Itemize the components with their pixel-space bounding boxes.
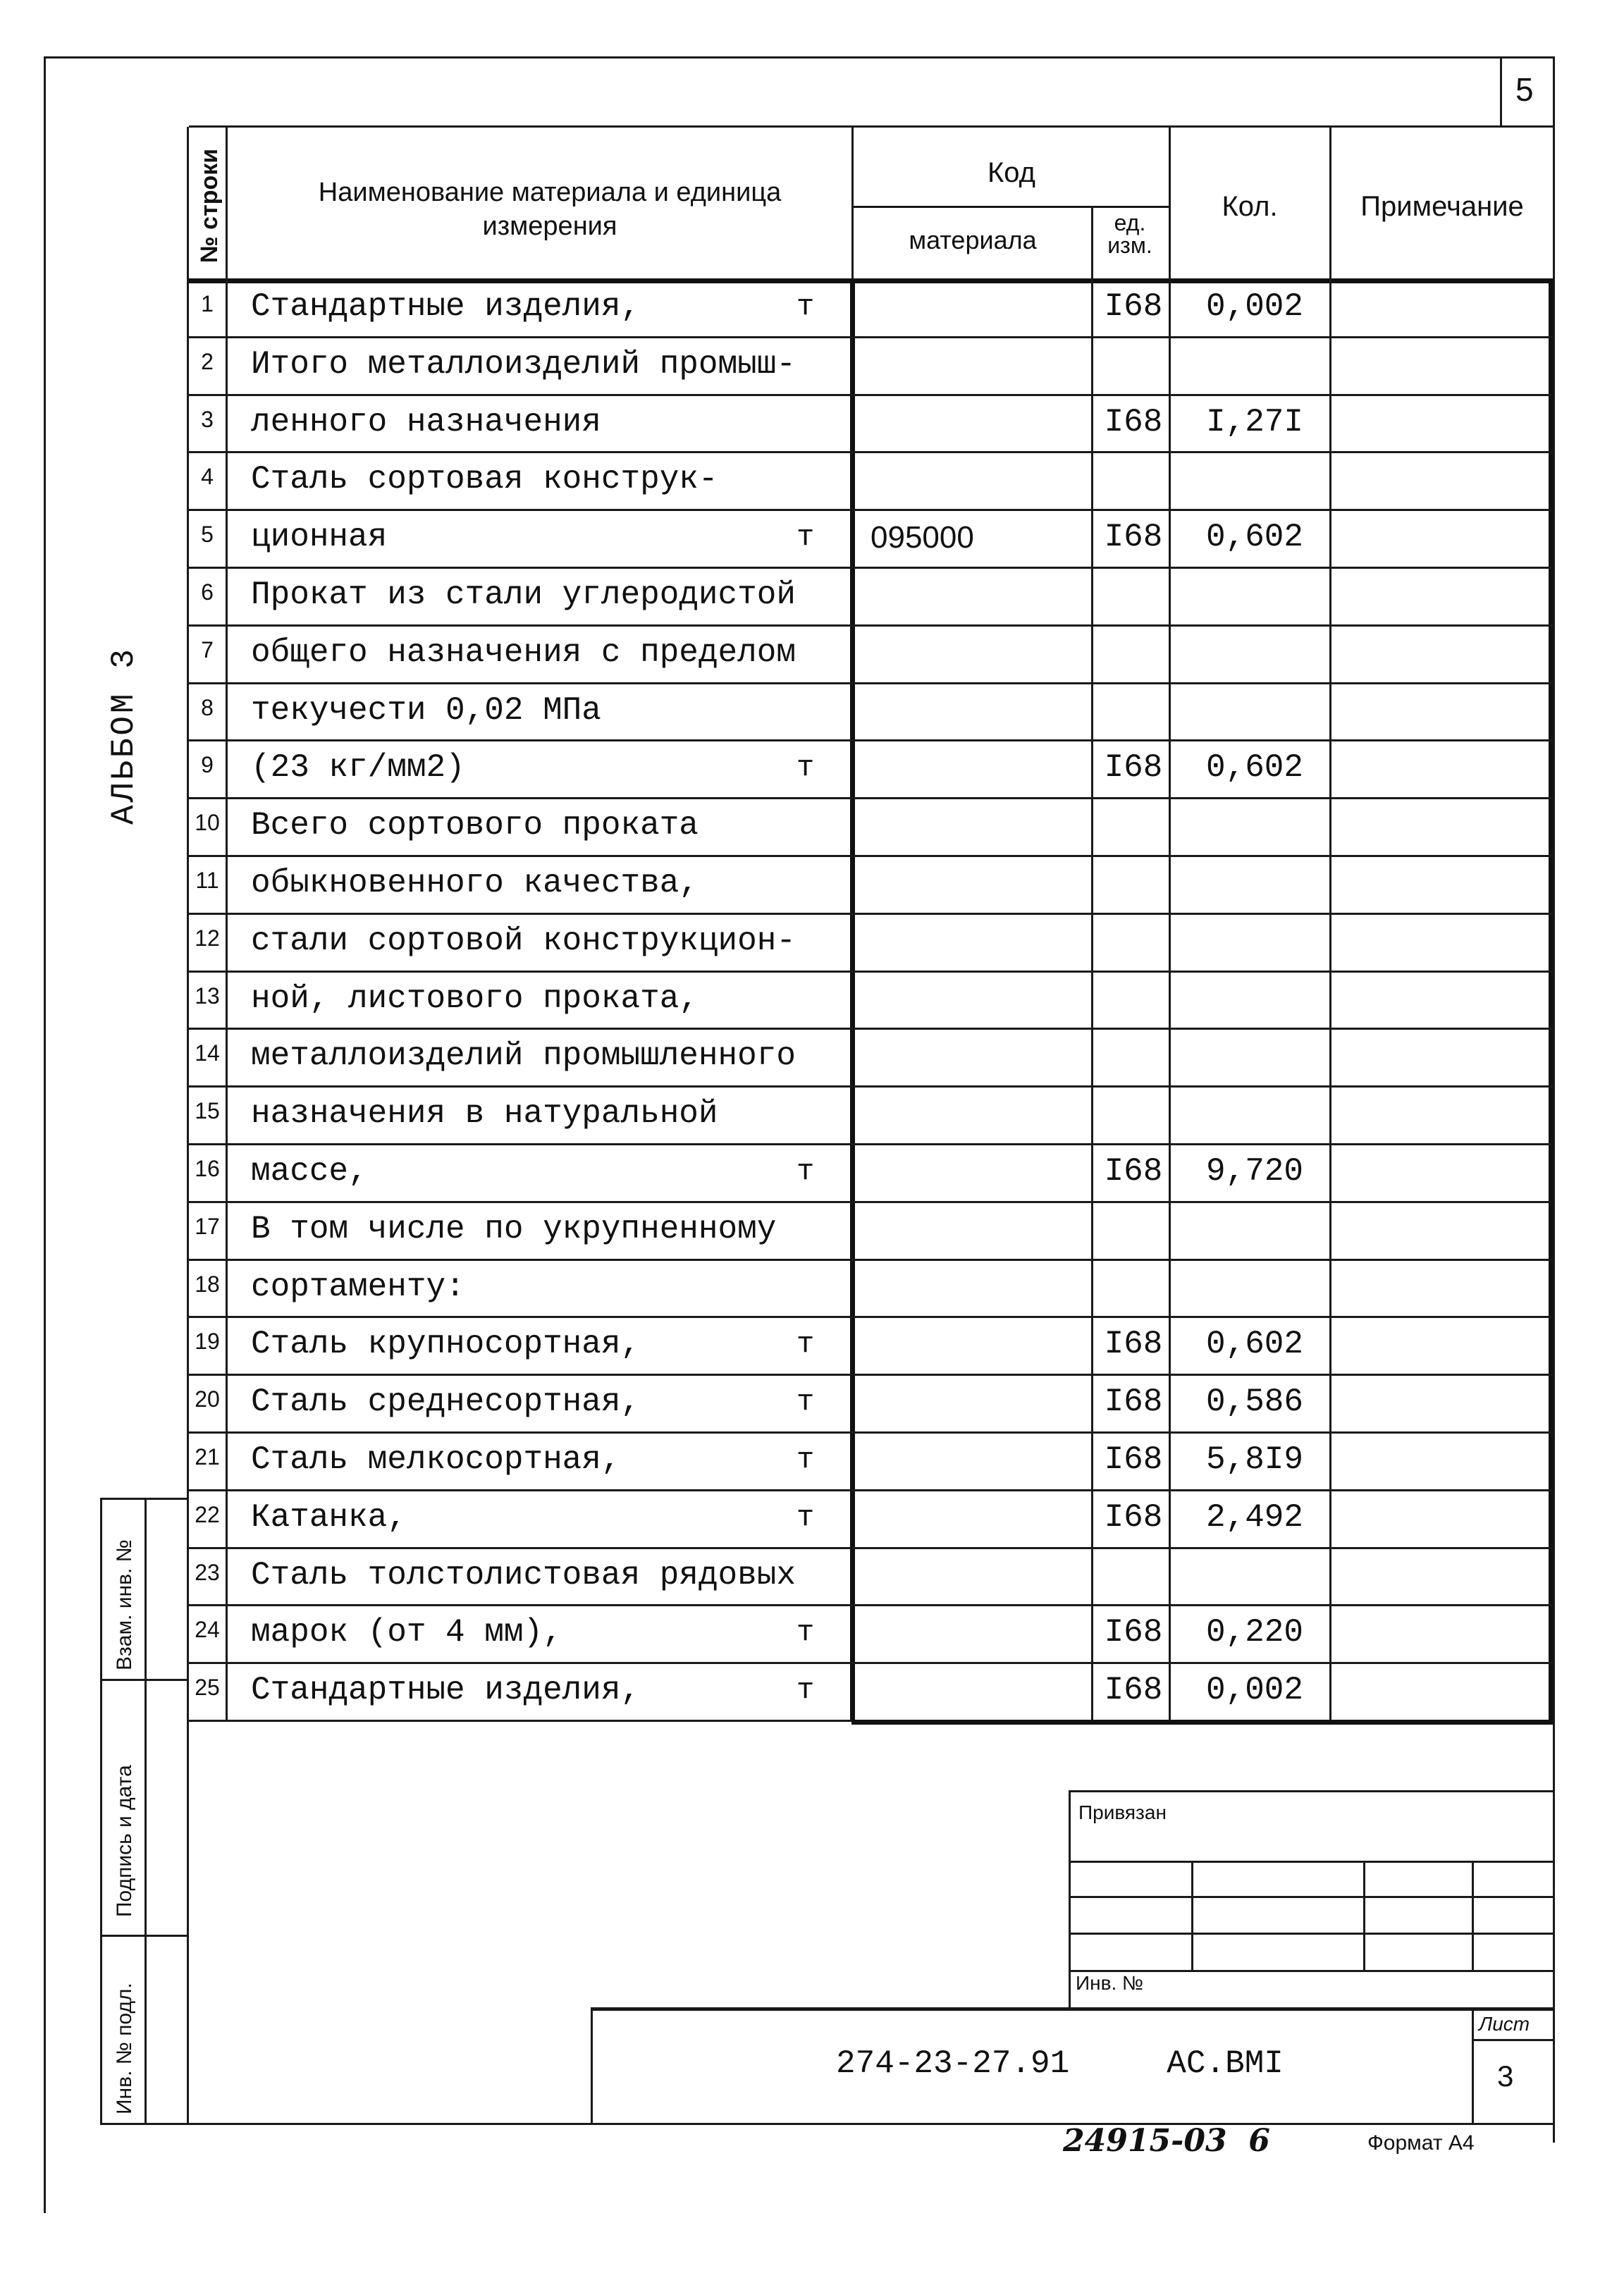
album-label: АЛЬБОМ 3 (106, 646, 142, 825)
sheet-corner-number: 5 (1515, 71, 1534, 108)
tb-left (1069, 1790, 1071, 2009)
tb-row-1 (1069, 1861, 1555, 1863)
table-row (0, 971, 1624, 1028)
row-unit-code: I68 (1104, 1153, 1163, 1190)
row-unit-code: I68 (1104, 1441, 1163, 1478)
row-quantity: 0,586 (1205, 1384, 1304, 1421)
table-row (0, 278, 1624, 336)
row-name: ной, листового проката, (251, 980, 699, 1017)
table-row (0, 1374, 1624, 1431)
row-number: 25 (195, 1675, 220, 1701)
table-row (0, 451, 1624, 509)
row-quantity: 0,602 (1205, 749, 1304, 787)
tb-sheet-label: Лист (1479, 2013, 1530, 2035)
row-unit: т (796, 1443, 815, 1477)
row-unit: т (796, 1385, 815, 1419)
row-name: текучести 0,02 МПа (251, 691, 601, 729)
row-quantity: 0,002 (1205, 1672, 1304, 1709)
body-left-border (187, 127, 189, 2125)
row-name: общего назначения с пределом (251, 634, 796, 671)
row-name: сортаменту: (251, 1268, 465, 1305)
row-quantity: 0,602 (1205, 1326, 1304, 1363)
stamp-inner (144, 1498, 147, 2125)
table-row (0, 1489, 1624, 1547)
tb-sheet-left (1472, 2007, 1474, 2125)
row-name: ленного назначения (251, 403, 601, 441)
row-number: 3 (201, 406, 214, 432)
tb-col-3 (1472, 1861, 1474, 1970)
row-quantity: 5,8I9 (1205, 1441, 1304, 1478)
row-number: 2 (201, 348, 214, 374)
row-unit: т (796, 1154, 815, 1188)
row-name: Сталь сортовая конструк- (251, 461, 718, 498)
page-bottom-border (100, 2123, 1555, 2125)
table-row (0, 567, 1624, 624)
table-row (0, 1028, 1624, 1085)
row-unit-code: I68 (1104, 1498, 1163, 1536)
row-name: стали сортовой конструкцион- (251, 922, 796, 959)
footer-handwritten-number: 24915-03 6 (1063, 2123, 1270, 2159)
table-row (0, 1547, 1624, 1605)
row-unit: т (796, 1327, 815, 1362)
row-name: Сталь толстолистовая рядовых (251, 1556, 796, 1594)
row-unit-code: I68 (1104, 403, 1163, 441)
tb-row-3 (1069, 1933, 1555, 1935)
row-unit-code: I68 (1104, 1384, 1163, 1421)
header-name: Наименование материала и единица измерения (318, 178, 782, 241)
row-unit-code: I68 (1104, 288, 1163, 325)
row-number: 20 (195, 1386, 220, 1412)
header-material: материала (909, 226, 1037, 254)
row-unit: т (796, 1673, 815, 1708)
tb-col-2 (1363, 1861, 1365, 1970)
tb-sheet-divider (1472, 2039, 1555, 2041)
row-number: 18 (195, 1271, 220, 1297)
code-split-rule (851, 206, 1169, 208)
corner-box-bottom (189, 125, 1555, 128)
row-number: 6 (201, 579, 214, 605)
row-material-code: 095000 (871, 520, 974, 555)
table-row (0, 1662, 1624, 1720)
row-number: 23 (195, 1559, 220, 1585)
tb-inv-no: Инв. № (1076, 1972, 1144, 1994)
header-qty: Кол. (1222, 191, 1278, 222)
row-name: Сталь среднесортная, (251, 1384, 641, 1421)
row-unit: т (796, 520, 815, 555)
row-number: 24 (195, 1617, 220, 1643)
row-number: 11 (195, 868, 219, 893)
table-bottom-rule (851, 1720, 1553, 1725)
tb-main-left (591, 2007, 593, 2125)
row-number: 14 (195, 1040, 220, 1066)
row-number: 1 (201, 291, 214, 316)
row-unit-code: I68 (1104, 1614, 1163, 1651)
row-unit: т (796, 1615, 815, 1650)
tb-privyazan: Привязан (1078, 1801, 1167, 1823)
stamp-outer-left (100, 1498, 102, 2125)
table-row (0, 624, 1624, 682)
row-name: Сталь крупносортная, (251, 1326, 641, 1363)
row-name: Катанка, (251, 1498, 407, 1536)
row-unit-code: I68 (1104, 519, 1163, 556)
row-unit-code: I68 (1104, 749, 1163, 787)
row-unit: т (796, 751, 815, 785)
header-unit: ед. изм. (1107, 210, 1152, 258)
row-number: 9 (201, 752, 214, 778)
tb-designation: 274-23-27.91 АС.ВМI (836, 2045, 1284, 2082)
table-row (0, 1085, 1624, 1143)
row-quantity: 9,720 (1205, 1153, 1304, 1190)
row-name: Всего сортового проката (251, 807, 699, 844)
row-number: 12 (195, 925, 220, 951)
corner-box-left (1500, 56, 1502, 127)
table-row (0, 913, 1624, 971)
row-name: (23 кг/мм2) (251, 749, 465, 787)
row-quantity: 2,492 (1205, 1498, 1304, 1536)
row-name: марок (от 4 мм), (251, 1614, 562, 1651)
row-quantity: 0,220 (1205, 1614, 1304, 1651)
table-row (0, 336, 1624, 394)
header-row-number: № строки (196, 148, 223, 264)
table-row (0, 797, 1624, 855)
stamp-vzam-label: Взам. инв. № (113, 1539, 136, 1670)
row-name: обыкновенного качества, (251, 865, 699, 901)
table-row (0, 1604, 1624, 1662)
tb-main-top (591, 2007, 1555, 2011)
row-number: 10 (195, 810, 220, 836)
row-number: 7 (201, 636, 214, 663)
row-name: металлоизделий промышленного (251, 1037, 796, 1075)
row-name: назначения в натуральной (251, 1095, 718, 1133)
row-number: 17 (195, 1213, 220, 1239)
frame-top-border (44, 56, 1555, 58)
table-bottom-rule-left (187, 1720, 851, 1722)
row-name: Прокат из стали углеродистой (251, 577, 796, 613)
row-number: 19 (195, 1329, 220, 1355)
row-unit-code: I68 (1104, 1672, 1163, 1709)
row-name: ционная (251, 519, 388, 556)
header-note: Примечание (1360, 191, 1524, 222)
row-number: 22 (195, 1501, 220, 1527)
row-number: 15 (195, 1098, 220, 1124)
row-name: Сталь мелкосортная, (251, 1441, 621, 1478)
row-number: 4 (201, 464, 214, 490)
row-name: массе, (251, 1153, 368, 1190)
row-number: 16 (195, 1156, 220, 1181)
row-number: 21 (195, 1444, 220, 1470)
tb-top (1069, 1790, 1555, 1792)
table-row (0, 1201, 1624, 1259)
row-name: Стандартные изделия, (251, 1672, 641, 1709)
stamp-inv-podl-label: Инв. № подл. (113, 1983, 136, 2114)
tb-row-2 (1069, 1896, 1555, 1898)
row-name: Итого металлоизделий промыш- (251, 345, 796, 383)
row-number: 8 (201, 694, 214, 720)
tb-sheet-number: 3 (1497, 2059, 1514, 2093)
row-name: В том числе по укрупненному (251, 1210, 777, 1248)
row-name: Стандартные изделия, (251, 288, 641, 325)
tb-col-1 (1191, 1861, 1193, 1970)
footer-format: Формат А4 (1367, 2131, 1475, 2155)
table-row (0, 1259, 1624, 1317)
stamp-podpis-label: Подпись и дата (113, 1765, 136, 1917)
table-row (0, 1431, 1624, 1489)
table-row (0, 394, 1624, 452)
row-number: 5 (201, 522, 214, 548)
row-unit: т (796, 290, 815, 324)
table-row (0, 739, 1624, 797)
table-row (0, 1143, 1624, 1201)
row-number: 13 (195, 982, 220, 1009)
header-code: Код (987, 157, 1035, 188)
table-row (0, 855, 1624, 913)
table-row (0, 509, 1624, 567)
row-quantity: I,27I (1205, 403, 1304, 441)
row-quantity: 0,602 (1205, 519, 1304, 556)
row-unit: т (796, 1500, 815, 1534)
row-quantity: 0,002 (1205, 288, 1304, 325)
table-row (0, 682, 1624, 740)
table-row (0, 1316, 1624, 1374)
row-unit-code: I68 (1104, 1326, 1163, 1363)
